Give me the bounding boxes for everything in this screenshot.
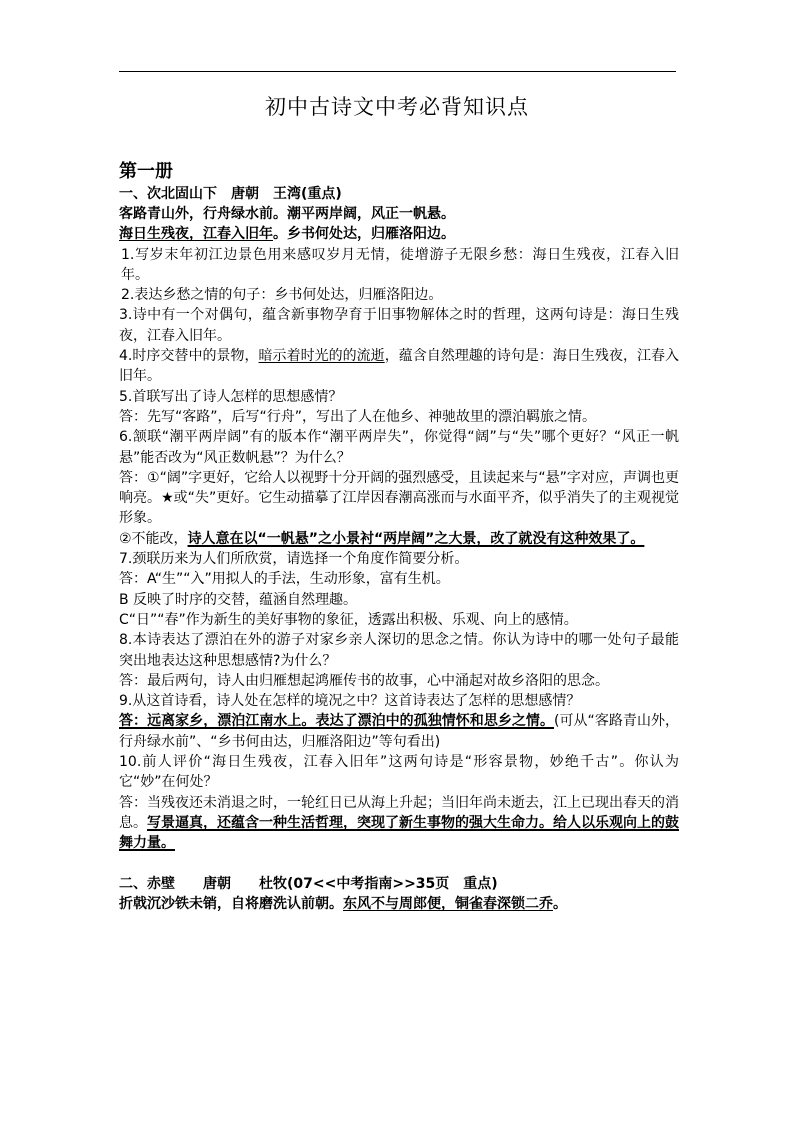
question-6: 6.颔联“潮平两岸阔”有的版本作“潮平两岸失”，你觉得“阔”与“失”哪个更好？“风正一帆悬”能否改为“风正数帆悬”？为什么？	[119, 429, 679, 466]
answer-9-emphasis: 答：远离家乡，漂泊江南水上。表达了漂泊中的孤独情怀和思乡之情。	[119, 713, 554, 730]
answer-9	[119, 711, 679, 752]
poem-2-line-1-underlined: 东风不与周郎便，铜雀春深锁二乔	[343, 895, 553, 912]
answer-8: 答：最后两句，诗人由归雁想起鸿雁传书的故事，心中涌起对故乡洛阳的思念。	[119, 672, 609, 689]
answer-6-part-2-emphasis: 诗人意在以“一帆悬”之小景衬“两岸阔”之大景，改了就没有这种效果了。	[187, 530, 645, 547]
answer-10-before: 答：当残夜还未消退之时，一轮红日已从海上升起；当旧年尚未逝去，江上已现出春天的消息。	[119, 794, 679, 831]
poem-2-line-1	[119, 894, 679, 914]
question-1: 1.写岁末年初江边景色用来感叹岁月无情，徒增游子无限乡愁：海日生残夜，江春入旧年。	[121, 246, 679, 283]
poem-line-2	[119, 224, 679, 244]
answer-9-after: (可从“客路青山外，行舟绿水前”、“乡书何由达，归雁洛阳边”等句看出)	[119, 713, 680, 750]
poem-line-2-underlined: 海日生残夜，江春入旧年	[119, 226, 273, 243]
section-spacer	[119, 854, 679, 874]
document-body	[119, 160, 679, 914]
poem-2-line-1-before: 折戟沉沙铁未销，自将磨洗认前朝。	[119, 895, 343, 912]
answer-10	[119, 793, 679, 854]
answer-6-part-2	[119, 529, 679, 549]
poem-heading-2: 二、赤壁 唐朝 杜牧(07<<中考指南>>35页 重点)	[119, 875, 498, 892]
question-3: 3.诗中有一个对偶句，蕴含新事物孕育于旧事物解体之时的哲理，这两句诗是：海日生残夜，江春入旧年。	[119, 307, 679, 344]
question-4-after: ，蕴含自然理趣的诗句是：海日生残夜，江春入旧年。	[119, 348, 680, 385]
question-9: 9.从这首诗看，诗人处在怎样的境况之中？这首诗表达了怎样的思想感情？	[119, 693, 581, 710]
answer-7-b: B 反映了时序的交替，蕴涵自然理趣。	[119, 591, 358, 608]
answer-7-a: 答：A“生”“入”用拟人的手法，生动形象，富有生机。	[119, 571, 450, 588]
question-5: 5.首联写出了诗人怎样的思想感情？	[119, 388, 343, 405]
question-4-underlined: 暗示着时光的的流逝	[258, 348, 385, 365]
answer-7-c: C“日”“春”作为新生的美好事物的象征，透露出积极、乐观、向上的感情。	[119, 611, 578, 628]
volume-heading: 第一册	[119, 161, 173, 182]
question-4-before: 4.时序交替中的景物，	[119, 348, 259, 365]
poem-2-line-1-after: 。	[553, 895, 567, 912]
question-4	[119, 346, 679, 387]
answer-10-emphasis: 写景逼真，还蕴含一种生活哲理，突现了新生事物的强大生命力。给人以乐观向上的鼓舞力量。	[119, 814, 679, 852]
poem-heading-1: 一、次北固山下 唐朝 王湾(重点)	[119, 186, 342, 202]
poem-line-1: 客路青山外，行舟绿水前。潮平两岸阔，风正一帆悬。	[119, 206, 455, 222]
question-2: 2.表达乡愁之情的句子：乡书何处达，归雁洛阳边。	[121, 287, 443, 304]
question-10: 10.前人评价“海日生残夜，江春入旧年”这两句诗是“形容景物，妙绝千古”。你认为它“妙”在何处？	[119, 754, 679, 791]
question-7: 7.颈联历来为人们所欣赏，请选择一个角度作简要分析。	[119, 551, 469, 568]
document-title: 初中古诗文中考必背知识点	[265, 95, 529, 119]
poem-line-2-rest: 。乡书何处达，归雁洛阳边。	[273, 226, 455, 243]
header-rule	[119, 71, 676, 72]
answer-6-part-1: 答：①“阔”字更好，它给人以视野十分开阔的强烈感受，且读起来与“悬”字对应，声调也更响亮。★或“失”更好。它生动描摹了江岸因春潮高涨而与水面平齐，似乎消失了的主观视觉形象。	[119, 469, 679, 527]
answer-6-part-2-before: ②不能改，	[119, 530, 188, 547]
answer-5: 答：先写“客路”，后写“行舟”，写出了人在他乡、神驰故里的漂泊羁旅之情。	[119, 408, 597, 425]
question-8: 8.本诗表达了漂泊在外的游子对家乡亲人深切的思念之情。你认为诗中的哪一处句子最能 突出地表达这种思想感情?为什么？	[119, 632, 679, 669]
